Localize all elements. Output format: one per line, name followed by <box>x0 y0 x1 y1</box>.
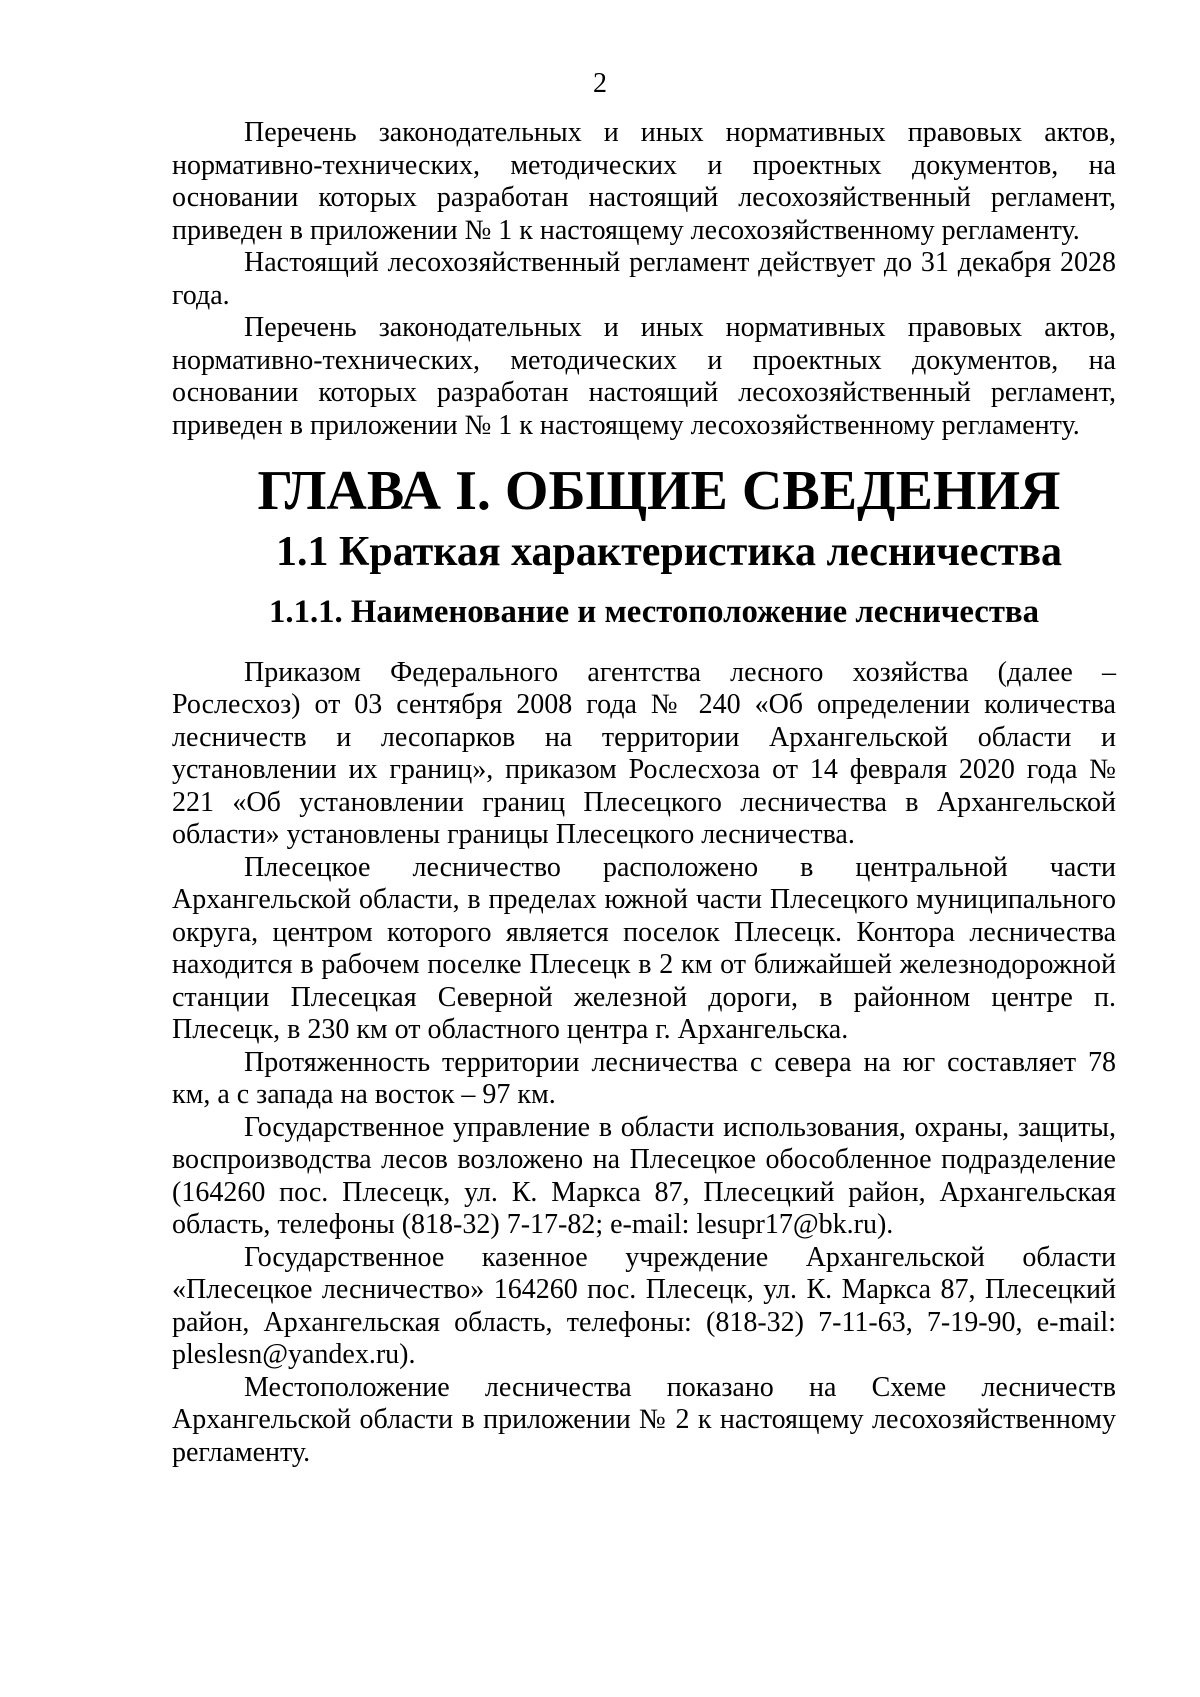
intro-paragraph: Настоящий лесохозяйственный регламент действует до 31 декабря 2028 года. <box>172 247 1116 311</box>
intro-paragraph: Перечень законодательных и иных нормативных правовых актов, нормативно-технических, методических и проектных документов, на основании которых разработан настоящий лесохозяйственный регламент, приведен в приложении № 1 к настоящему лесохозяйственному регламенту. <box>172 117 1116 246</box>
body-paragraph: Местоположение лесничества показано на Схеме лесничеств Архангельской области в приложении № 2 к настоящему лесохозяйственному регламенту. <box>172 1371 1116 1468</box>
body-paragraph: Государственное управление в области использования, охраны, защиты, воспроизводства лесов возложено на Плесецкое обособленное подразделение (164260 пос. Плесецк, ул. К. Маркса 87, Плесецкий район, Архангельская область, телефоны (818-32) 7-17-82; e-mail: lesupr17@bk.ru). <box>172 1111 1116 1240</box>
body-paragraph: Приказом Федерального агентства лесного хозяйства (далее – Рослесхоз) от 03 сентября 2008 года № 240 «Об определении количества лесничеств и лесопарков на территории Архангельской области и установлении их границ», приказом Рослесхоза от 14 февраля 2020 года № 221 «Об установлении границ Плесецкого лесничества в Архангельской области» установлены границы Плесецкого лесничества. <box>172 656 1116 850</box>
document-content <box>172 117 1116 1469</box>
chapter-title: ГЛАВА I. ОБЩИЕ СВЕДЕНИЯ <box>257 460 1061 522</box>
body-paragraph: Государственное казенное учреждение Архангельской области «Плесецкое лесничество» 164260 пос. Плесецк, ул. К. Маркса 87, Плесецкий район, Архангельская область, телефоны: (818-32) 7-11-63, 7-19-90, e-mail: pleslesn@yandex.ru). <box>172 1241 1116 1370</box>
page-number: 2 <box>593 68 607 99</box>
section-title: 1.1 Краткая характеристика лесничества <box>275 528 1063 575</box>
spacer <box>172 629 1116 657</box>
subsection-title: 1.1.1. Наименование и местоположение лесничества <box>269 594 1039 630</box>
body-paragraph: Протяженность территории лесничества с севера на юг составляет 78 км, а с запада на восток – 97 км. <box>172 1046 1116 1110</box>
body-paragraph: Плесецкое лесничество расположено в центральной части Архангельской области, в пределах южной части Плесецкого муниципального округа, центром которого является поселок Плесецк. Контора лесничества находится в рабочем поселке Плесецк в 2 км от ближайшей железнодорожной станции Плесецкая Северной железной дороги, в районном центре п. Плесецк, в 230 км от областного центра г. Архангельска. <box>172 851 1116 1045</box>
intro-paragraph: Перечень законодательных и иных нормативных правовых актов, нормативно-технических, методических и проектных документов, на основании которых разработан настоящий лесохозяйственный регламент, приведен в приложении № 1 к настоящему лесохозяйственному регламенту. <box>172 312 1116 441</box>
